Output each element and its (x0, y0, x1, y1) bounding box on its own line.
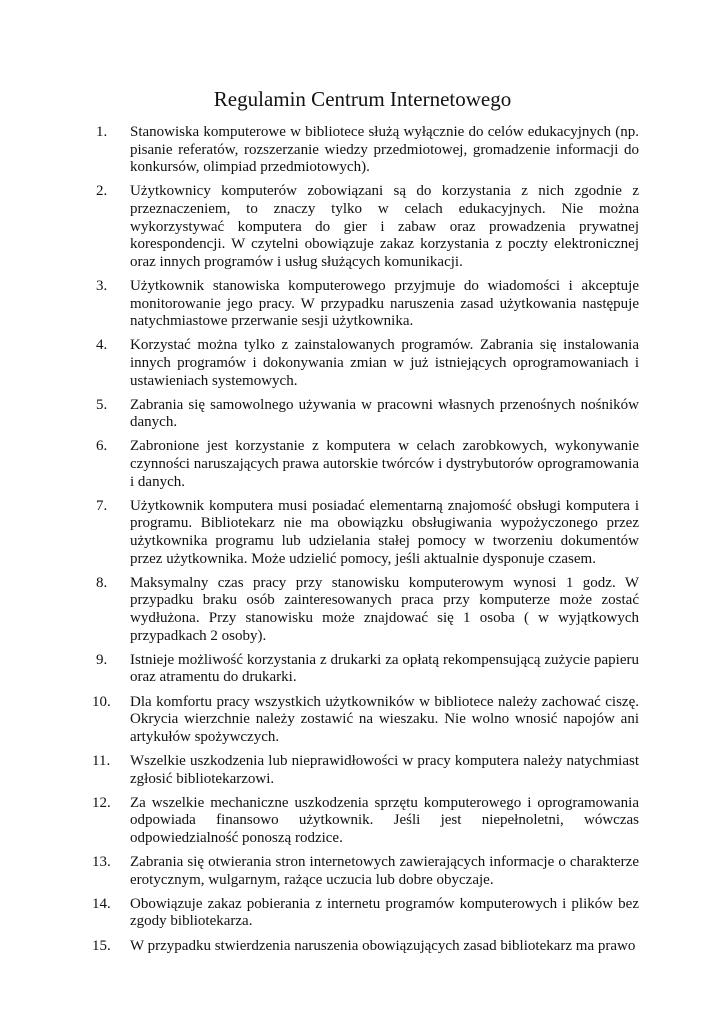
rule-text: Użytkownicy komputerów zobowiązani są do korzystania z nich zgodnie z przeznaczeniem, to znaczy tylko w celach edukacyjnych. Nie można wykorzystywać komputera do gier i zabaw oraz prowadzenia prywatnej korespondencji. W czytelni obowiązuje zakaz korzystania z poczty elektronicznej oraz innych programów i usług służących komunikacji. (130, 183, 639, 270)
rule-text: Zabrania się otwierania stron internetowych zawierających informacje o charakterze erotycznym, wulgarnym, rażące uczucia lub dobre obyczaje. (130, 854, 639, 888)
rule-number: 7. (96, 497, 108, 514)
rule-item (96, 438, 639, 491)
rule-text: Dla komfortu pracy wszystkich użytkowników w bibliotece należy zachować ciszę. Okrycia wierzchnie należy zostawić na wieszaku. Nie wolno wnosić napojów ani artykułów spożywczych. (130, 693, 639, 745)
rule-item (96, 183, 639, 271)
rule-number: 10. (92, 693, 111, 710)
rule-text: Korzystać można tylko z zainstalowanych programów. Zabrania się instalowania innych programów i dokonywania zmian w już istniejących oprogramowaniach i ustawieniach systemowych. (130, 337, 639, 389)
rule-item (96, 397, 639, 432)
rule-number: 2. (96, 183, 108, 200)
rule-text: W przypadku stwierdzenia naruszenia obowiązujących zasad bibliotekarz ma prawo (130, 937, 636, 954)
rule-item (96, 652, 639, 687)
rule-text: Istnieje możliwość korzystania z drukarki za opłatą rekompensującą zużycie papieru oraz atramentu do drukarki. (130, 651, 639, 686)
rule-text: Maksymalny czas pracy przy stanowisku komputerowym wynosi 1 godz. W przypadku braku osób zainteresowanych praca przy komputerze może zostać wydłużona. Przy stanowisku może znajdować się 1 osoba ( w wyjątkowych przypadkach 2 osoby). (130, 574, 639, 644)
rules-list (92, 124, 639, 962)
rule-number: 12. (92, 794, 111, 811)
rule-text: Wszelkie uszkodzenia lub nieprawidłowości w pracy komputera należy natychmiast zgłosić bibliotekarzowi. (130, 752, 639, 787)
rule-text: Obowiązuje zakaz pobierania z internetu programów komputerowych i plików bez zgody bibliotekarza. (130, 895, 639, 930)
rule-number: 1. (96, 124, 108, 140)
rule-number: 4. (96, 337, 108, 354)
rule-number: 5. (96, 396, 108, 413)
rule-number: 9. (96, 651, 108, 668)
rule-text: Stanowiska komputerowe w bibliotece służą wyłącznie do celów edukacyjnych (np. pisanie referatów, rozszerzanie wiedzy przedmiotowej, gromadzenie informacji do konkursów, olimpiad przedmiotowych). (130, 124, 639, 176)
rule-item (96, 575, 639, 645)
rule-item (96, 124, 639, 177)
rule-number: 8. (96, 574, 108, 591)
rule-number: 6. (96, 438, 108, 455)
rule-item (92, 895, 639, 931)
rule-item (92, 854, 639, 889)
document-title: Regulamin Centrum Internetowego (213, 87, 512, 111)
rule-item (92, 794, 639, 848)
rule-number: 11. (92, 752, 111, 769)
rule-number: 15. (92, 937, 111, 954)
rule-item (92, 752, 639, 788)
rule-number: 14. (92, 895, 111, 912)
rule-text: Zabronione jest korzystanie z komputera w celach zarobkowych, wykonywanie czynności naruszających prawa autorskie twórców i dystrybutorów oprogramowania i danych. (130, 438, 639, 490)
rule-number: 13. (92, 854, 111, 871)
rule-item (96, 498, 639, 568)
rule-text: Użytkownik stanowiska komputerowego przyjmuje do wiadomości i akceptuje monitorowanie jego pracy. W przypadku naruszenia zasad użytkowania następuje natychmiastowe przerwanie sesji użytkownika. (130, 277, 639, 330)
rule-item (96, 337, 639, 390)
rule-item (92, 693, 639, 747)
rule-number: 3. (96, 277, 108, 294)
rule-text: Użytkownik komputera musi posiadać elementarną znajomość obsługi komputera i programu. Bibliotekarz nie ma obowiązku obsługiwania wypożyczonego przez użytkownika programu lub udzielania stałej pomocy w tworzeniu dokumentów przez użytkownika. Może udzielić pomocy, jeśli aktualnie dysponuje czasem. (130, 497, 639, 567)
rule-item (92, 937, 639, 956)
rule-text: Za wszelkie mechaniczne uszkodzenia sprzętu komputerowego i oprogramowania odpowiada finansowo użytkownik. Jeśli jest niepełnoletni, wówczas odpowiedzialność ponoszą rodzice. (130, 794, 639, 846)
rule-text: Zabrania się samowolnego używania w pracowni własnych przenośnych nośników danych. (130, 396, 639, 431)
rule-item (96, 278, 639, 331)
